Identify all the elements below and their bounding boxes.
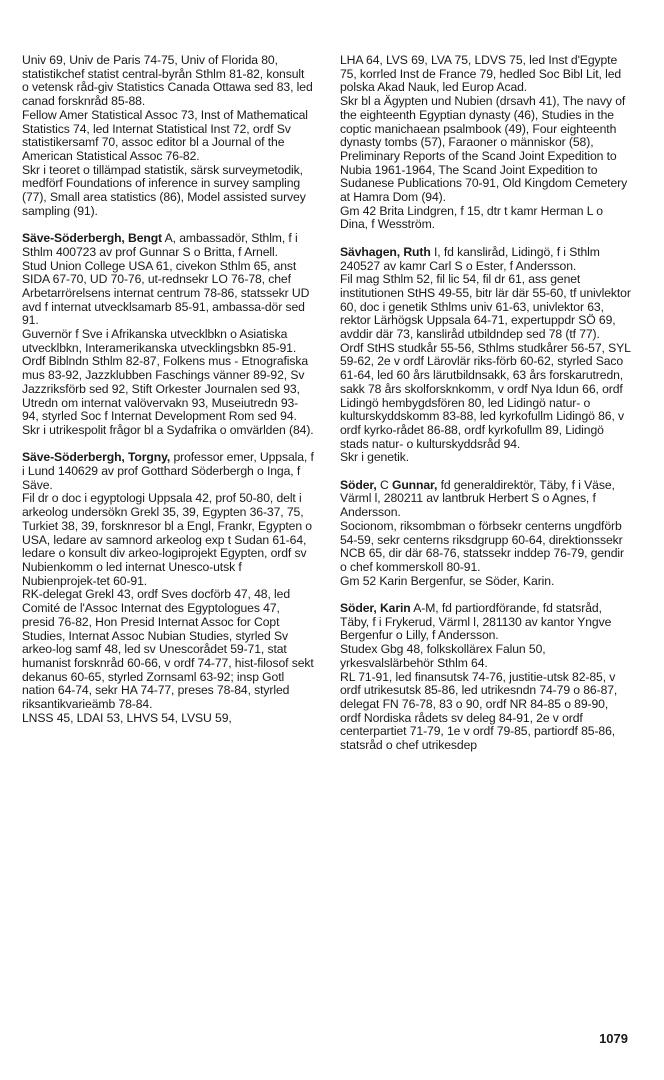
entry-ruth	[340, 246, 632, 465]
entry-bengt	[22, 232, 314, 438]
entry-summary: I, fd kanslіråd, Lidingö, f i Sthlm 240527 av kamr Carl S o Ester, f Andersson.	[340, 244, 600, 273]
text-paragraph: LHA 64, LVS 69, LVA 75, LDVS 75, led Inst d'Egypte 75, korrled Inst de France 79, hedled Soc Bibl Lit, led polska Akad Nauk, led Europ Acad.	[340, 53, 622, 95]
entry-name: Sävhagen, Ruth	[340, 244, 431, 259]
text-paragraph: Guvernör f Sve i Afrikanska utvecklbkn o Asiatiska utvecklbkn, Interamerikanska utvecklingsbkn 85-91.	[22, 327, 297, 355]
entry-gunnar	[340, 479, 632, 589]
text-paragraph: RL 71-91, led finansutsk 74-76, justitie-utsk 82-85, v ordf utrikesutsk 85-86, led utrikesndn 74-79 o 86-87, delegat FN 76-78, 83 o 90, ordf NR 84-85 o 89-90, ordf Nordiska rådets sv deleg 84-91, 2e v ordf centerpartiet 71-79, 1e v ordf 79-85, partiordf 85-86, statsråd o chef utrikesdep	[340, 669, 618, 753]
entry-karin	[340, 602, 632, 753]
text-paragraph: Gm 42 Brita Lindgren, f 15, dtr t kamr Herman L o Dina, f Wesström.	[340, 203, 603, 232]
text-paragraph: Fil mag Sthlm 52, fil lic 54, fil dr 61, ass genet institutionen StHS 49-55, bitr lär där 55-60, tf univlektor 60, doc i genetik Sthlms univ 61-63, univlektor 63, rektor Lärhögsk Uppsala 64-71, expertuppdr SÖ 69, avddir där 73, kanslіråd utbildndep sed 78 (tf 77).	[340, 272, 631, 342]
text-paragraph: LNSS 45, LDAI 53, LHVS 54, LVSU 59,	[22, 710, 232, 725]
text-paragraph: Fellow Amer Statistical Assoc 73, Inst of Mathematical Statistics 74, led Internat Statistical Inst 72, ordf Sv statistikersamf 70, assoc editor bl a Journal of the American Statistical Assoc 76-82.	[22, 107, 308, 163]
left-column	[22, 54, 314, 725]
text-paragraph: Gm 52 Karin Bergenfur, se Söder, Karin.	[340, 573, 555, 588]
entry-name: Söder,	[340, 477, 377, 492]
entry-initials: C	[376, 477, 392, 492]
text-paragraph: Socionom, riksombman o förbsekr centerns ungdförb 54-59, sekr centerns riksdgrupp 60-64, direktionssekr NCB 65, dir där 68-76, statssekr inddep 76-79, gendir o chef kommerskoll 80-91.	[340, 518, 624, 574]
text-paragraph: Univ 69, Univ de Paris 74-75, Univ of Florida 80, statistikchef statist central-byrån Sthlm 81-82, konsult o vetensk råd-giv Statistics Canada Ottawa sed 83, led canad forsknråd 85-88.	[22, 53, 313, 109]
text-paragraph: Fil dr o doc i egyptologi Uppsala 42, prof 50-80, delt i arkeolog undersökn Grekl 35, 39, Egypten 36-37, 75, Turkiet 38, 39, forsknresor bl a Engl, Frankr, Egypten o USA, ledare av samnord arkeolog exp t Sudan 61-64, ledare o konsult div arkeo-logiprojekt Egypten, ordf sv Nubienkomm o led internat Unesco-utsk f Nubienprojek-tet 60-91.	[22, 491, 312, 588]
entry-name-given: Gunnar,	[391, 477, 438, 492]
entry-name: Säve-Söderbergh, Torgny,	[22, 450, 171, 465]
entry-summary: professor emer, Uppsala, f i Lund 140629 av prof Gotthard Söderbergh o Inga, f Säve.	[22, 450, 314, 492]
entry-name: Säve-Söderbergh, Bengt	[22, 231, 163, 246]
text-paragraph: Skr bl a Ägypten und Nubien (drsavh 41), The navy of the eighteenth Egyptian dynasty (46), Studies in the coptic manichaean psalmbook (49), Four eighteenth dynasty tombs (57), Faraoner o människor (58), Preliminary Reports of the Scand Joint Expedition to Nubia 1961-1964, The Scand Joint Expedition to Sudanese Publications 70-91, Old Kingdom Cemetery at Hamra Dom (94).	[340, 94, 628, 205]
text-paragraph: Skr i genetik.	[340, 450, 410, 465]
entry-torgny	[22, 451, 314, 725]
right-column	[340, 54, 632, 753]
page-number: 1079	[599, 1031, 628, 1046]
text-paragraph: Skr i utrikespolit frågor bl a Sydafrika o omvärlden (84).	[22, 422, 314, 437]
text-paragraph: Ordf Biblndn Sthlm 82-87, Folkens mus - Etnografiska mus 83-92, Jazzklubben Faschings vänner 89-92, Sv Jazzriksförb sed 92, Stift Orkester Journalen sed 93, Utredn om internat valövervakn 93, Museiutredn 93-94, styrled Soc f Internat Development Rom sed 94.	[22, 354, 309, 424]
text-paragraph: Studex Gbg 48, folkskollärex Falun 50, yrkesvalslärbehör Sthlm 64.	[340, 642, 546, 670]
text-paragraph: RK-delegat Grekl 43, ordf Sves docförb 47, 48, led Comité de l'Assoc Internat des Egyptologues 47, presid 76-82, Hon Presid Internat Assoc for Copt Studies, Internat Assoc Nubian Studies, styrled Sv arkeo-log samf 48, led sv Unescorådet 59-71, stat humanist forsknråd 60-66, v ordf 74-77, hist-filosof sekt dekanus 60-65, styrled Zornsaml 63-92; insp Gotl nation 64-74, sekr HA 74-77, preses 78-84, styrled riksantikvarieämb 78-84.	[22, 587, 314, 712]
entry-summary: fd generaldirektör, Täby, f i Väse, Värml l, 280211 av lantbruk Herbert S o Agnes, f Andersson.	[340, 477, 615, 520]
entry-name: Söder, Karin	[340, 601, 411, 616]
text-paragraph: Skr i teoret o tillämpad statistik, särsk surveymetodik, medförf Foundations of inference in survey sampling (77), Small area statistics (86), Model assisted survey sampling (91).	[22, 162, 306, 218]
entry-summary: A-M, fd partiordförande, fd statsråd, Täby, f i Frykerud, Värml l, 281130 av kantor Yngve Bergenfur o Lilly, f Andersson.	[340, 601, 612, 643]
text-paragraph: Stud Union College USA 61, civekon Sthlm 65, anst SIDA 67-70, UD 70-76, ut-rednsekr LO 76-78, chef Arbetarrörelsens internat centrum 78-86, statssekr UD avd f internat utvecklsamarb 85-91, ambassa-dör sed 91.	[22, 258, 310, 328]
text-paragraph: Ordf StHS studkår 55-56, Sthlms studkårer 56-57, SYL 59-62, 2e v ordf Lärovlär riks-förb 60-62, styrled Saco 61-64, led 60 års lärutbildnsakk, 63 års forskarutredn, sakk 78 års skolforsknkomm, v ordf Nya Idun 66, ordf Lidingö hembygdsfören 80, led Lidingö natur- o kulturskyddskomm 83-88, led kyrkofullm Lidingö 86, v ordf kyrko-rådet 86-88, ordf kyrkofullm 89, Lidingö stads natur- o kulturskyddsråd 94.	[340, 340, 631, 451]
entry-summary: A, ambassadör, Sthlm, f i Sthlm 400723 av prof Gunnar S o Britta, f Arnell.	[22, 231, 298, 259]
